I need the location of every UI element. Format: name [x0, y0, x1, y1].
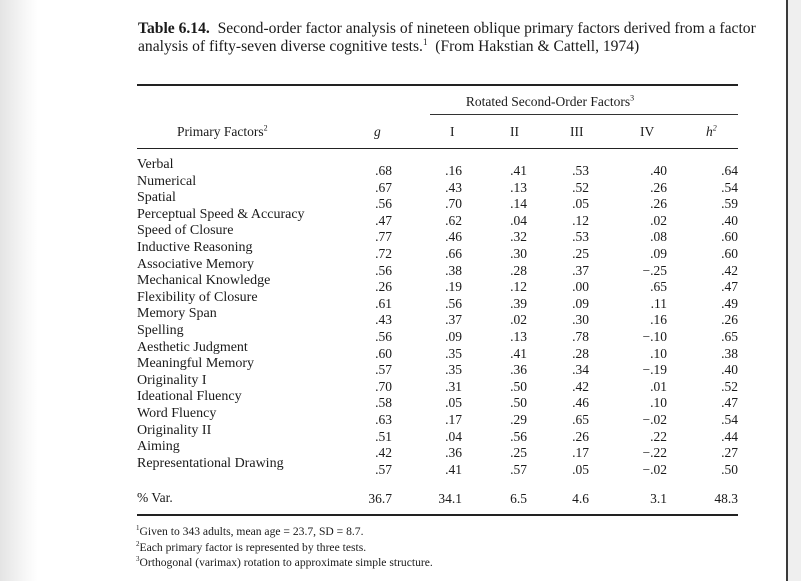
cell-II: .02	[510, 312, 527, 328]
cell-h2: .54	[721, 179, 738, 195]
cell-I: .46	[445, 229, 462, 245]
cell-g: .51	[375, 428, 392, 444]
h-letter: h	[706, 124, 713, 139]
row-label: Aesthetic Judgment	[137, 339, 248, 355]
cell-II: .50	[510, 395, 527, 411]
cell-h2: .27	[721, 445, 738, 461]
cell-II: .32	[510, 229, 527, 245]
cell-II: .39	[510, 295, 527, 311]
cell-I: .16	[445, 163, 462, 178]
cell-II: .56	[510, 428, 527, 444]
cell-g: .42	[375, 445, 392, 461]
column-header-g: g	[374, 124, 381, 139]
cell-I: .19	[445, 279, 462, 295]
row-label: Associative Memory	[137, 256, 255, 272]
group-header-text: Rotated Second-Order Factors	[465, 94, 631, 109]
cell-IV: −.22	[642, 445, 667, 461]
cell-h2: .64	[721, 163, 738, 178]
row-label: Speed of Closure	[137, 223, 234, 239]
cell-II: .57	[510, 461, 527, 477]
group-header-mark: 3	[630, 93, 635, 103]
cell-II: .41	[510, 345, 527, 361]
group-header-rule	[430, 114, 738, 115]
cell-I: .35	[445, 345, 462, 361]
cell-I: .17	[445, 411, 462, 427]
cell-III: .25	[572, 245, 589, 261]
cell-I: .56	[445, 295, 462, 311]
cell-h2: .54	[721, 411, 738, 427]
column-header-I: I	[450, 124, 455, 139]
cell-h2: .50	[721, 461, 738, 477]
cell-I: .36	[445, 445, 462, 461]
cell-IV: −.02	[642, 461, 667, 477]
cell-g: .60	[375, 345, 392, 361]
cell-III: .78	[572, 328, 589, 344]
row-label: Aiming	[137, 439, 180, 455]
row-label: Inductive Reasoning	[137, 239, 253, 255]
cell-III: .53	[572, 163, 589, 178]
cell-g: .58	[375, 395, 392, 411]
cell-III: .12	[572, 212, 589, 228]
row-label: Word Fluency	[137, 405, 217, 421]
footnote-2: $^2$Each primary factor is represented by three tests.	[136, 539, 367, 554]
cell-I: .70	[445, 196, 462, 212]
cell-III: .34	[572, 362, 589, 378]
footnotes	[136, 524, 433, 571]
cell-II: .41	[510, 163, 527, 178]
table-top-rule	[137, 84, 738, 86]
column-IV-values	[617, 163, 667, 478]
row-label: Representational Drawing	[137, 455, 284, 471]
cell-h2: .38	[721, 345, 738, 361]
cell-g: .63	[375, 411, 392, 427]
cell-I: .38	[445, 262, 462, 278]
row-label: Verbal	[137, 157, 174, 172]
row-label: Meaningful Memory	[137, 356, 255, 372]
column-II-values	[493, 163, 527, 478]
cell-g: .67	[375, 179, 392, 195]
cell-II: .04	[510, 212, 527, 228]
cell-g: .61	[375, 295, 392, 311]
h-superscript: 2	[712, 123, 717, 133]
cell-IV: .16	[650, 312, 667, 328]
cell-I: .09	[445, 328, 462, 344]
caption-footnote-mark: 1	[422, 36, 428, 47]
cell-IV: −.25	[642, 262, 667, 278]
cell-g: .56	[375, 262, 392, 278]
row-labels	[137, 157, 305, 472]
cell-II: .13	[510, 179, 527, 195]
cell-IV: .22	[650, 428, 667, 444]
footnote-1: $^1$Given to 343 adults, mean age = 23.7, SD = 8.7.	[136, 524, 364, 538]
cell-g: .43	[375, 312, 392, 328]
cell-h2: .49	[721, 295, 738, 311]
row-label: Spelling	[137, 322, 184, 338]
cell-III: .30	[572, 312, 589, 328]
cell-III: .09	[572, 295, 589, 311]
row-label: Originality II	[137, 422, 212, 438]
column-header-h2	[706, 124, 717, 140]
cell-I: .62	[445, 212, 462, 228]
column-header-II: II	[510, 124, 519, 139]
cell-I: .05	[445, 395, 462, 411]
table-bottom-rule	[137, 514, 738, 516]
row-label: Perceptual Speed & Accuracy	[137, 206, 305, 222]
cell-IV: .10	[650, 395, 667, 411]
cell-I: .41	[445, 461, 462, 477]
cell-II: .50	[510, 378, 527, 394]
cell-g: .72	[375, 245, 392, 261]
cell-h2: .47	[721, 279, 738, 295]
cell-h2: .65	[721, 328, 738, 344]
cell-III: .17	[572, 445, 589, 461]
cell-h2: .44	[721, 428, 738, 444]
cell-II: .36	[510, 362, 527, 378]
group-header	[425, 94, 675, 110]
cell-IV: −.02	[642, 411, 667, 427]
row-label: Originality I	[137, 372, 207, 388]
cell-III: .28	[572, 345, 589, 361]
cell-IV: .26	[650, 179, 667, 195]
cell-II: .28	[510, 262, 527, 278]
pct-var-g: 36.7	[368, 491, 392, 506]
cell-III: .05	[572, 196, 589, 212]
column-header-IV: IV	[640, 124, 655, 139]
cell-I: .43	[445, 179, 462, 195]
cell-g: .70	[375, 378, 392, 394]
cell-III: .26	[572, 428, 589, 444]
pct-var-III: 4.6	[572, 491, 589, 506]
cell-IV: .09	[650, 245, 667, 261]
cell-h2: .40	[721, 362, 738, 378]
cell-IV: .11	[650, 295, 667, 311]
cell-III: .65	[572, 411, 589, 427]
cell-h2: .60	[721, 245, 738, 261]
cell-I: .04	[445, 428, 462, 444]
cell-IV: −.10	[642, 328, 667, 344]
cell-h2: .59	[721, 196, 738, 212]
cell-I: .35	[445, 362, 462, 378]
cell-h2: .52	[721, 378, 738, 394]
row-label: Mechanical Knowledge	[137, 273, 271, 289]
column-header-III: III	[570, 124, 584, 139]
cell-III: .00	[572, 279, 589, 295]
caption-text: Second-order factor analysis of nineteen oblique primary factors derived from a factor analysis of fifty-seven diverse cognitive tests.	[138, 20, 756, 55]
row-label: Spatial	[137, 190, 176, 206]
cell-I: .37	[445, 312, 462, 328]
cell-g: .57	[375, 461, 392, 477]
cell-IV: .10	[650, 345, 667, 361]
row-header-text: Primary Factors	[177, 124, 264, 139]
cell-h2: .42	[721, 262, 738, 278]
cell-III: .37	[572, 262, 589, 278]
cell-g: .26	[375, 279, 392, 295]
cell-g: .77	[375, 229, 392, 245]
cell-IV: .65	[650, 279, 667, 295]
cell-IV: .02	[650, 212, 667, 228]
cell-III: .05	[572, 461, 589, 477]
cell-g: .56	[375, 328, 392, 344]
header-rule	[137, 148, 738, 149]
column-h2-values	[702, 163, 738, 478]
cell-III: .42	[572, 378, 589, 394]
page-right-margin	[788, 0, 801, 581]
row-label: Ideational Fluency	[137, 389, 242, 405]
row-label: Flexibility of Closure	[137, 289, 258, 305]
column-g-values	[360, 163, 392, 478]
cell-h2: .40	[721, 212, 738, 228]
cell-g: .47	[375, 212, 392, 228]
pct-var-h2: 48.3	[714, 491, 738, 506]
cell-I: .66	[445, 245, 462, 261]
pct-var-II: 6.5	[510, 491, 527, 506]
row-label: Numerical	[137, 173, 197, 189]
cell-III: .53	[572, 229, 589, 245]
cell-g: .56	[375, 196, 392, 212]
cell-II: .30	[510, 245, 527, 261]
cell-II: .13	[510, 328, 527, 344]
column-III-values	[555, 163, 589, 478]
cell-IV: .08	[650, 229, 667, 245]
cell-II: .12	[510, 279, 527, 295]
cell-h2: .60	[721, 229, 738, 245]
row-header-mark: 2	[263, 123, 268, 133]
table-number: Table 6.14.	[138, 20, 210, 37]
cell-II: .25	[510, 445, 527, 461]
cell-g: .68	[375, 163, 392, 178]
cell-II: .14	[510, 196, 527, 212]
cell-g: .57	[375, 362, 392, 378]
column-I-values	[428, 163, 462, 478]
caption-source: (From Hakstian & Cattell, 1974)	[435, 38, 640, 55]
cell-I: .31	[445, 378, 462, 394]
row-header	[177, 124, 268, 140]
cell-III: .46	[572, 395, 589, 411]
cell-IV: .40	[650, 163, 667, 178]
pct-var-I: 34.1	[438, 491, 462, 506]
page-left-shadow	[0, 0, 38, 581]
cell-IV: .26	[650, 196, 667, 212]
cell-II: .29	[510, 411, 527, 427]
cell-IV: .01	[650, 378, 667, 394]
pct-var-label: % Var.	[137, 490, 173, 505]
cell-h2: .47	[721, 395, 738, 411]
pct-var-IV: 3.1	[650, 491, 667, 506]
table-caption	[138, 20, 758, 56]
row-label: Memory Span	[137, 306, 217, 322]
footnote-3: $^3$Orthogonal (varimax) rotation to approximate simple structure.	[136, 555, 433, 570]
cell-h2: .26	[721, 312, 738, 328]
cell-III: .52	[572, 179, 589, 195]
cell-IV: −.19	[642, 362, 667, 378]
